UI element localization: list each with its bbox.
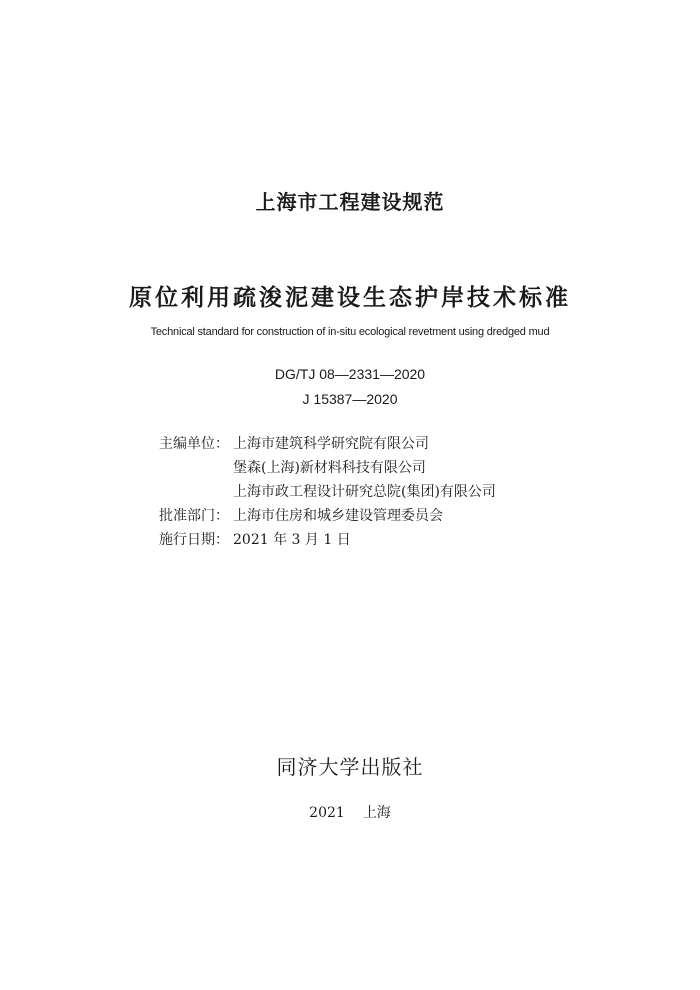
editor-unit: 上海市建筑科学研究院有限公司 (233, 436, 429, 452)
standard-info (159, 432, 496, 552)
approval-label: 批准部门： (159, 508, 229, 524)
publication-year: 2021 (309, 805, 345, 821)
editors-label: 主编单位： (159, 436, 229, 452)
english-title: Technical standard for construction of in-situ ecological revetment using dredged mud (150, 326, 550, 338)
standard-title: 原位利用疏浚泥建设生态护岸技术标准 (129, 285, 571, 311)
effective-label: 施行日期： (159, 532, 229, 548)
publication-city: 上海 (362, 805, 391, 821)
publication-line (0, 802, 700, 822)
editor-unit: 堡森(上海)新材料科技有限公司 (233, 460, 426, 476)
editors-row-2 (159, 456, 496, 480)
standard-code: DG/TJ 08—2331—2020 (274, 366, 426, 382)
editor-unit: 上海市政工程设计研究总院(集团)有限公司 (233, 484, 496, 500)
publisher-name: 同济大学出版社 (276, 755, 424, 779)
approval-row (159, 504, 496, 528)
editors-row-3 (159, 480, 496, 504)
effective-date: 2021 年 3 月 1 日 (233, 532, 351, 548)
standard-series: 上海市工程建设规范 (255, 190, 445, 214)
approval-value: 上海市住房和城乡建设管理委员会 (233, 508, 443, 524)
effective-row (159, 528, 496, 552)
record-code: J 15387—2020 (302, 391, 398, 407)
editors-row (159, 432, 496, 456)
